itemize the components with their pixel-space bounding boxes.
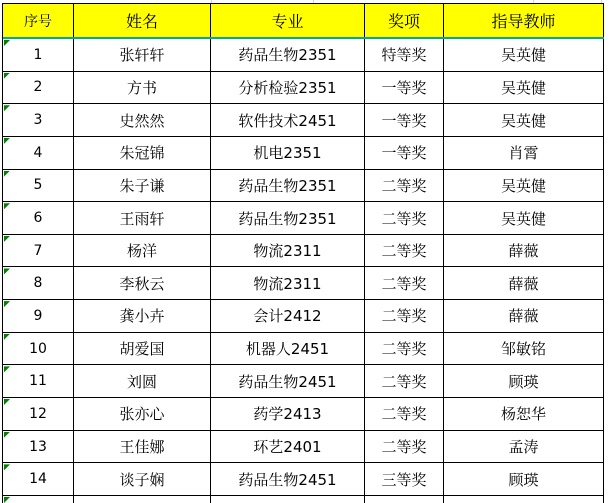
cell-award[interactable] <box>365 463 444 495</box>
cell-text: 邹敏铭 <box>500 340 546 359</box>
cell-text: 吴英健 <box>500 78 546 97</box>
error-triangle-icon <box>4 464 10 470</box>
cell-text: 14 <box>29 471 47 488</box>
cell-award[interactable] <box>365 72 444 104</box>
cell-award[interactable] <box>365 235 444 267</box>
cell-text: 谈子娴 <box>119 470 165 489</box>
table-row <box>3 333 604 366</box>
cell-name[interactable] <box>74 104 211 136</box>
table-row <box>3 398 604 431</box>
cell-no[interactable] <box>3 170 74 202</box>
cell-text: 环艺2401 <box>253 438 322 456</box>
cell-text: 物流2311 <box>253 242 322 261</box>
error-triangle-icon <box>4 366 10 372</box>
cell-text: 吴英健 <box>500 209 546 228</box>
cell-major[interactable] <box>211 39 365 71</box>
cell-no[interactable] <box>3 235 74 267</box>
cell-teacher[interactable] <box>444 333 604 365</box>
cell-text: 肖霄 <box>508 144 539 163</box>
cell-text: 13 <box>29 438 47 455</box>
cell-major[interactable] <box>211 365 365 397</box>
cell-major[interactable] <box>211 137 365 169</box>
cell-award[interactable] <box>365 398 444 430</box>
cell-award[interactable] <box>365 267 444 299</box>
cell-award[interactable] <box>365 202 444 234</box>
header-cell-name[interactable]: 姓名 <box>74 4 211 37</box>
table-row <box>3 463 604 496</box>
cell-text: 顾瑛 <box>508 470 539 489</box>
cell-no[interactable] <box>3 39 74 71</box>
cell-text: 机器人2451 <box>245 340 330 359</box>
cell-text: 三等奖 <box>381 470 427 489</box>
cell-text: 3 <box>33 112 43 129</box>
cell-text: 物流2311 <box>253 274 322 293</box>
cell-award[interactable] <box>365 39 444 71</box>
cell-text: 一等奖 <box>381 111 427 130</box>
cell-text: 二等奖 <box>381 405 427 424</box>
cell-text: 药品生物2351 <box>238 46 337 65</box>
cell-teacher[interactable] <box>444 431 604 463</box>
cell-text: 6 <box>33 210 43 227</box>
table-row <box>3 365 604 398</box>
cell-name[interactable] <box>74 39 211 71</box>
cell-name[interactable] <box>74 398 211 430</box>
header-cell-award[interactable]: 奖项 <box>365 4 444 37</box>
cell-major[interactable] <box>211 300 365 332</box>
cell-teacher[interactable] <box>444 300 604 332</box>
cell-text: 薛薇 <box>508 242 539 261</box>
cell-text: 二等奖 <box>381 340 427 359</box>
cell-text: 二等奖 <box>381 372 427 391</box>
cell-text: 王佳娜 <box>119 438 165 456</box>
table-row <box>3 202 604 235</box>
cell-no[interactable] <box>3 431 74 463</box>
error-triangle-icon <box>4 203 10 209</box>
cell-text: 1 <box>33 46 43 63</box>
cell-text: 药学2413 <box>253 405 322 424</box>
cell-text: 二等奖 <box>381 242 427 261</box>
table-row <box>3 235 604 268</box>
table-row <box>3 137 604 170</box>
cell-text: 药品生物2351 <box>238 209 337 228</box>
cell-major[interactable] <box>211 496 365 503</box>
cell-major[interactable] <box>211 463 365 495</box>
error-triangle-icon <box>4 40 10 46</box>
cell-no[interactable] <box>3 72 74 104</box>
cell-text: 杨恕华 <box>500 405 546 424</box>
cell-text: 药品生物2451 <box>238 470 337 489</box>
cell-text: 二等奖 <box>381 209 427 228</box>
error-triangle-icon <box>4 399 10 405</box>
table-body <box>3 39 604 496</box>
cell-major[interactable] <box>211 235 365 267</box>
cell-teacher[interactable] <box>444 496 604 503</box>
cell-major[interactable] <box>211 202 365 234</box>
cell-teacher[interactable] <box>444 365 604 397</box>
table-row <box>3 170 604 203</box>
cell-text: 2 <box>33 79 43 96</box>
cell-text: 11 <box>29 373 47 390</box>
awards-table <box>2 3 604 503</box>
cell-text: 杨洋 <box>126 242 157 261</box>
cell-name[interactable] <box>74 202 211 234</box>
cell-text: 药品生物2451 <box>238 372 337 391</box>
cell-name[interactable] <box>74 267 211 299</box>
cell-major[interactable] <box>211 104 365 136</box>
cell-text: 分析检验2351 <box>238 78 337 97</box>
cell-teacher[interactable] <box>444 202 604 234</box>
cell-text: 一等奖 <box>381 144 427 163</box>
cell-name[interactable] <box>74 235 211 267</box>
cell-text: 二等奖 <box>381 274 427 293</box>
cell-name[interactable] <box>74 463 211 495</box>
cell-text: 二等奖 <box>381 438 427 456</box>
cell-major[interactable] <box>211 170 365 202</box>
table-row <box>3 39 604 72</box>
cell-no[interactable] <box>3 300 74 332</box>
cell-teacher[interactable] <box>444 398 604 430</box>
cell-text: 薛薇 <box>508 307 539 326</box>
cell-text: 一等奖 <box>381 78 427 97</box>
cell-text: 吴英健 <box>500 111 546 130</box>
cell-text: 刘圆 <box>126 372 157 391</box>
cell-award[interactable] <box>365 137 444 169</box>
error-triangle-icon <box>4 73 10 79</box>
cell-text: 二等奖 <box>381 176 427 195</box>
table-row <box>3 72 604 105</box>
cell-award[interactable] <box>365 496 444 503</box>
cell-teacher[interactable] <box>444 137 604 169</box>
cell-text: 吴英健 <box>500 176 546 195</box>
error-triangle-icon <box>4 171 10 177</box>
cell-text: 张轩轩 <box>119 46 165 65</box>
cell-text: 朱子谦 <box>119 176 165 195</box>
error-triangle-icon <box>4 105 10 111</box>
cell-text: 王雨轩 <box>119 209 165 228</box>
cell-text: 8 <box>33 275 43 292</box>
cell-major[interactable] <box>211 431 365 463</box>
cell-teacher[interactable] <box>444 463 604 495</box>
cell-name[interactable] <box>74 496 211 503</box>
cell-teacher[interactable] <box>444 235 604 267</box>
cell-text: 机电2351 <box>253 144 322 163</box>
partial-next-row <box>3 496 604 503</box>
header-cell-teacher[interactable]: 指导教师 <box>444 4 604 37</box>
cell-award[interactable] <box>365 104 444 136</box>
cell-major[interactable] <box>211 72 365 104</box>
cell-text: 10 <box>29 340 47 357</box>
error-triangle-icon <box>4 236 10 242</box>
cell-text: 会计2412 <box>253 307 322 326</box>
cell-no[interactable] <box>3 137 74 169</box>
cell-text: 软件技术2451 <box>238 111 337 130</box>
cell-text: 特等奖 <box>381 46 427 65</box>
cell-teacher[interactable] <box>444 72 604 104</box>
cell-no[interactable] <box>3 398 74 430</box>
cell-name[interactable] <box>74 300 211 332</box>
cell-award[interactable] <box>365 365 444 397</box>
cell-name[interactable] <box>74 170 211 202</box>
cell-text: 4 <box>33 144 43 161</box>
cell-no[interactable] <box>3 463 74 495</box>
cell-major[interactable] <box>211 267 365 299</box>
cell-text: 5 <box>33 177 43 194</box>
cell-text: 孟涛 <box>508 438 539 456</box>
cell-award[interactable] <box>365 431 444 463</box>
cell-award[interactable] <box>365 170 444 202</box>
cell-no[interactable] <box>3 267 74 299</box>
cell-teacher[interactable] <box>444 104 604 136</box>
cell-award[interactable] <box>365 333 444 365</box>
cell-text: 李秋云 <box>119 274 165 293</box>
cell-no[interactable] <box>3 202 74 234</box>
cell-no[interactable] <box>3 496 74 503</box>
cell-name[interactable] <box>74 72 211 104</box>
cell-name[interactable] <box>74 431 211 463</box>
table-row <box>3 300 604 333</box>
cell-text: 药品生物2351 <box>238 176 337 195</box>
cell-no[interactable] <box>3 333 74 365</box>
cell-text: 二等奖 <box>381 307 427 326</box>
cell-teacher[interactable] <box>444 267 604 299</box>
cell-teacher[interactable] <box>444 170 604 202</box>
cell-text: 12 <box>29 405 47 422</box>
cell-text: 薛薇 <box>508 274 539 293</box>
cell-award[interactable] <box>365 300 444 332</box>
table-row <box>3 431 604 464</box>
cell-no[interactable] <box>3 104 74 136</box>
cell-text: 张亦心 <box>119 405 165 424</box>
error-triangle-icon <box>4 497 10 503</box>
cell-text: 顾瑛 <box>508 372 539 391</box>
cell-name[interactable] <box>74 365 211 397</box>
cell-text: 龚小卉 <box>119 307 165 326</box>
cell-text: 吴英健 <box>500 46 546 65</box>
error-triangle-icon <box>4 138 10 144</box>
table-row <box>3 104 604 137</box>
error-triangle-icon <box>4 301 10 307</box>
cell-text: 朱冠锦 <box>119 144 165 163</box>
error-triangle-icon <box>4 334 10 340</box>
cell-no[interactable] <box>3 365 74 397</box>
table-header-row <box>3 3 604 37</box>
header-cell-no[interactable]: 序号 <box>3 4 74 37</box>
cell-major[interactable] <box>211 333 365 365</box>
cell-name[interactable] <box>74 333 211 365</box>
error-triangle-icon <box>4 268 10 274</box>
cell-name[interactable] <box>74 137 211 169</box>
cell-text: 史然然 <box>119 111 165 130</box>
table-row <box>3 267 604 300</box>
error-triangle-icon <box>4 432 10 438</box>
header-cell-major[interactable]: 专业 <box>211 4 365 37</box>
cell-teacher[interactable] <box>444 39 604 71</box>
cell-text: 胡爱国 <box>119 340 165 359</box>
cell-major[interactable] <box>211 398 365 430</box>
cell-text: 7 <box>33 242 43 259</box>
cell-text: 9 <box>33 307 43 324</box>
cell-text: 方书 <box>126 78 157 97</box>
